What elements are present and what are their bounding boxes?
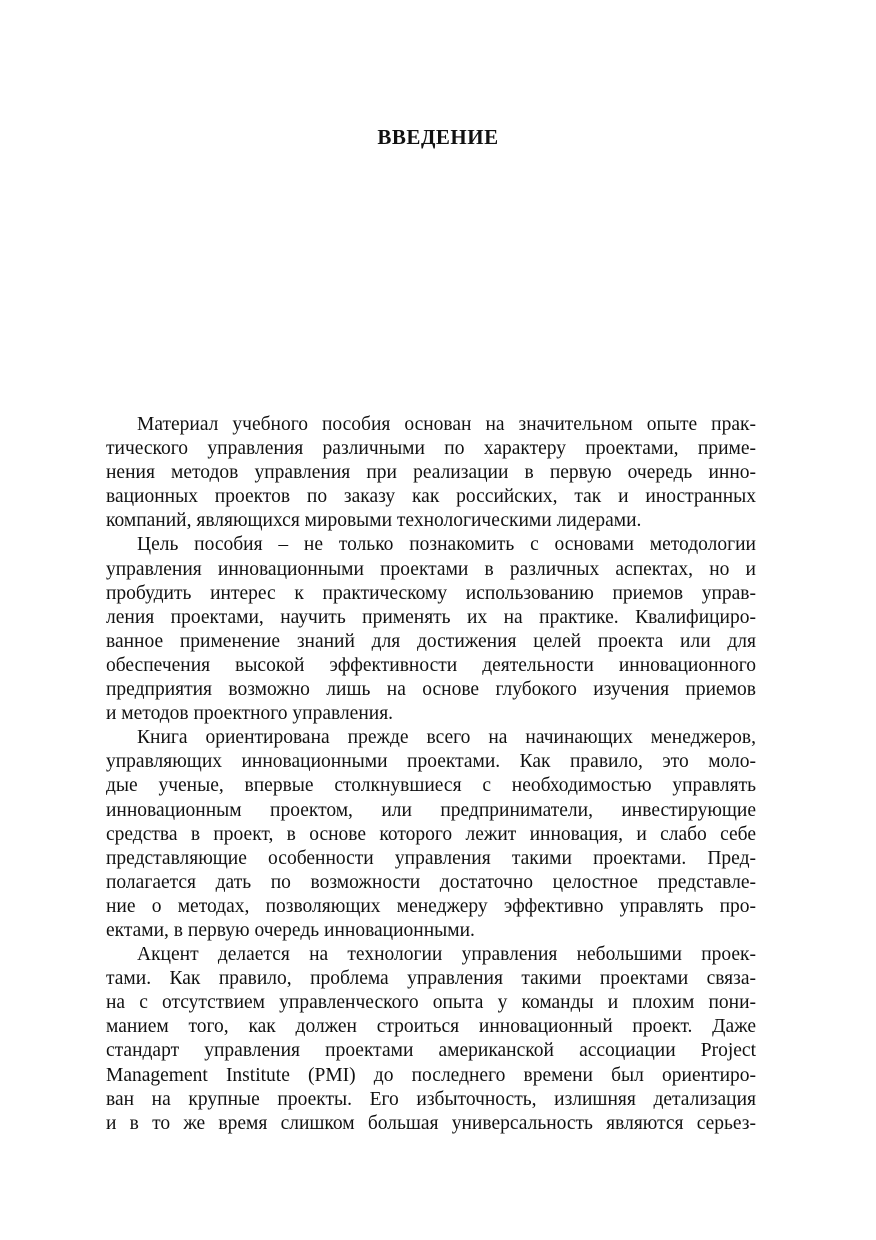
text-line: дые ученые, впервые столкнувшиеся с необходимостью управлять xyxy=(106,775,756,797)
text-line: ванное применение знаний для достижения целей проекта или для xyxy=(106,630,756,652)
text-line: тами. Как правило, проблема управления такими проектами связа- xyxy=(106,968,756,990)
text-line: полагается дать по возможности достаточно целостное представле- xyxy=(106,871,756,893)
paragraph xyxy=(106,726,756,943)
text-line: ван на крупные проекты. Его избыточность, излишняя детализация xyxy=(106,1088,756,1110)
text-line: ектами, в первую очередь инновационными. xyxy=(106,919,475,941)
paragraph xyxy=(106,943,756,1136)
text-line: Цель пособия – не только познакомить с основами методологии xyxy=(137,534,756,556)
text-line: стандарт управления проектами американской ассоциации Project xyxy=(106,1040,756,1062)
paragraph xyxy=(106,413,756,533)
text-line: предприятия возможно лишь на основе глубокого изучения приемов xyxy=(106,679,756,701)
paragraph xyxy=(106,533,756,726)
text-line: вационных проектов по заказу как российских, так и иностранных xyxy=(106,486,756,508)
text-line: тического управления различными по характеру проектами, приме- xyxy=(106,438,756,460)
text-line: Акцент делается на технологии управления небольшими проек- xyxy=(137,944,756,966)
text-line: управления инновационными проектами в различных аспектах, но и xyxy=(106,558,756,580)
text-line: компаний, являющихся мировыми технологическими лидерами. xyxy=(106,510,642,532)
text-line: и в то же время слишком большая универсальность являются серьез- xyxy=(106,1112,756,1134)
text-line: манием того, как должен строиться инновационный проект. Даже xyxy=(106,1016,756,1038)
text-line: представляющие особенности управления такими проектами. Пред- xyxy=(106,847,756,869)
body-text xyxy=(106,413,756,1136)
text-line: управляющих инновационными проектами. Как правило, это моло- xyxy=(106,751,756,773)
text-line: пробудить интерес к практическому использованию приемов управ- xyxy=(106,582,756,604)
text-line: ние о методах, позволяющих менеджеру эффективно управлять про- xyxy=(106,895,756,917)
text-line: средства в проект, в основе которого лежит инновация, и слабо себе xyxy=(106,823,756,845)
text-line: Книга ориентирована прежде всего на начинающих менеджеров, xyxy=(137,727,756,749)
text-line: обеспечения высокой эффективности деятельности инновационного xyxy=(106,654,756,676)
text-line: ления проектами, научить применять их на практике. Квалифициро- xyxy=(106,606,756,628)
text-line: на с отсутствием управленческого опыта у команды и плохим пони- xyxy=(106,992,756,1014)
text-line: нения методов управления при реализации в первую очередь инно- xyxy=(106,462,756,484)
text-line: Management Institute (PMI) до последнего времени был ориентиро- xyxy=(106,1064,756,1086)
text-line: инновационным проектом, или предприниматели, инвестирующие xyxy=(106,799,756,821)
page-title: ВВЕДЕНИЕ xyxy=(377,125,499,149)
text-line: Материал учебного пособия основан на значительном опыте прак- xyxy=(137,414,756,435)
text-line: и методов проектного управления. xyxy=(106,703,394,725)
